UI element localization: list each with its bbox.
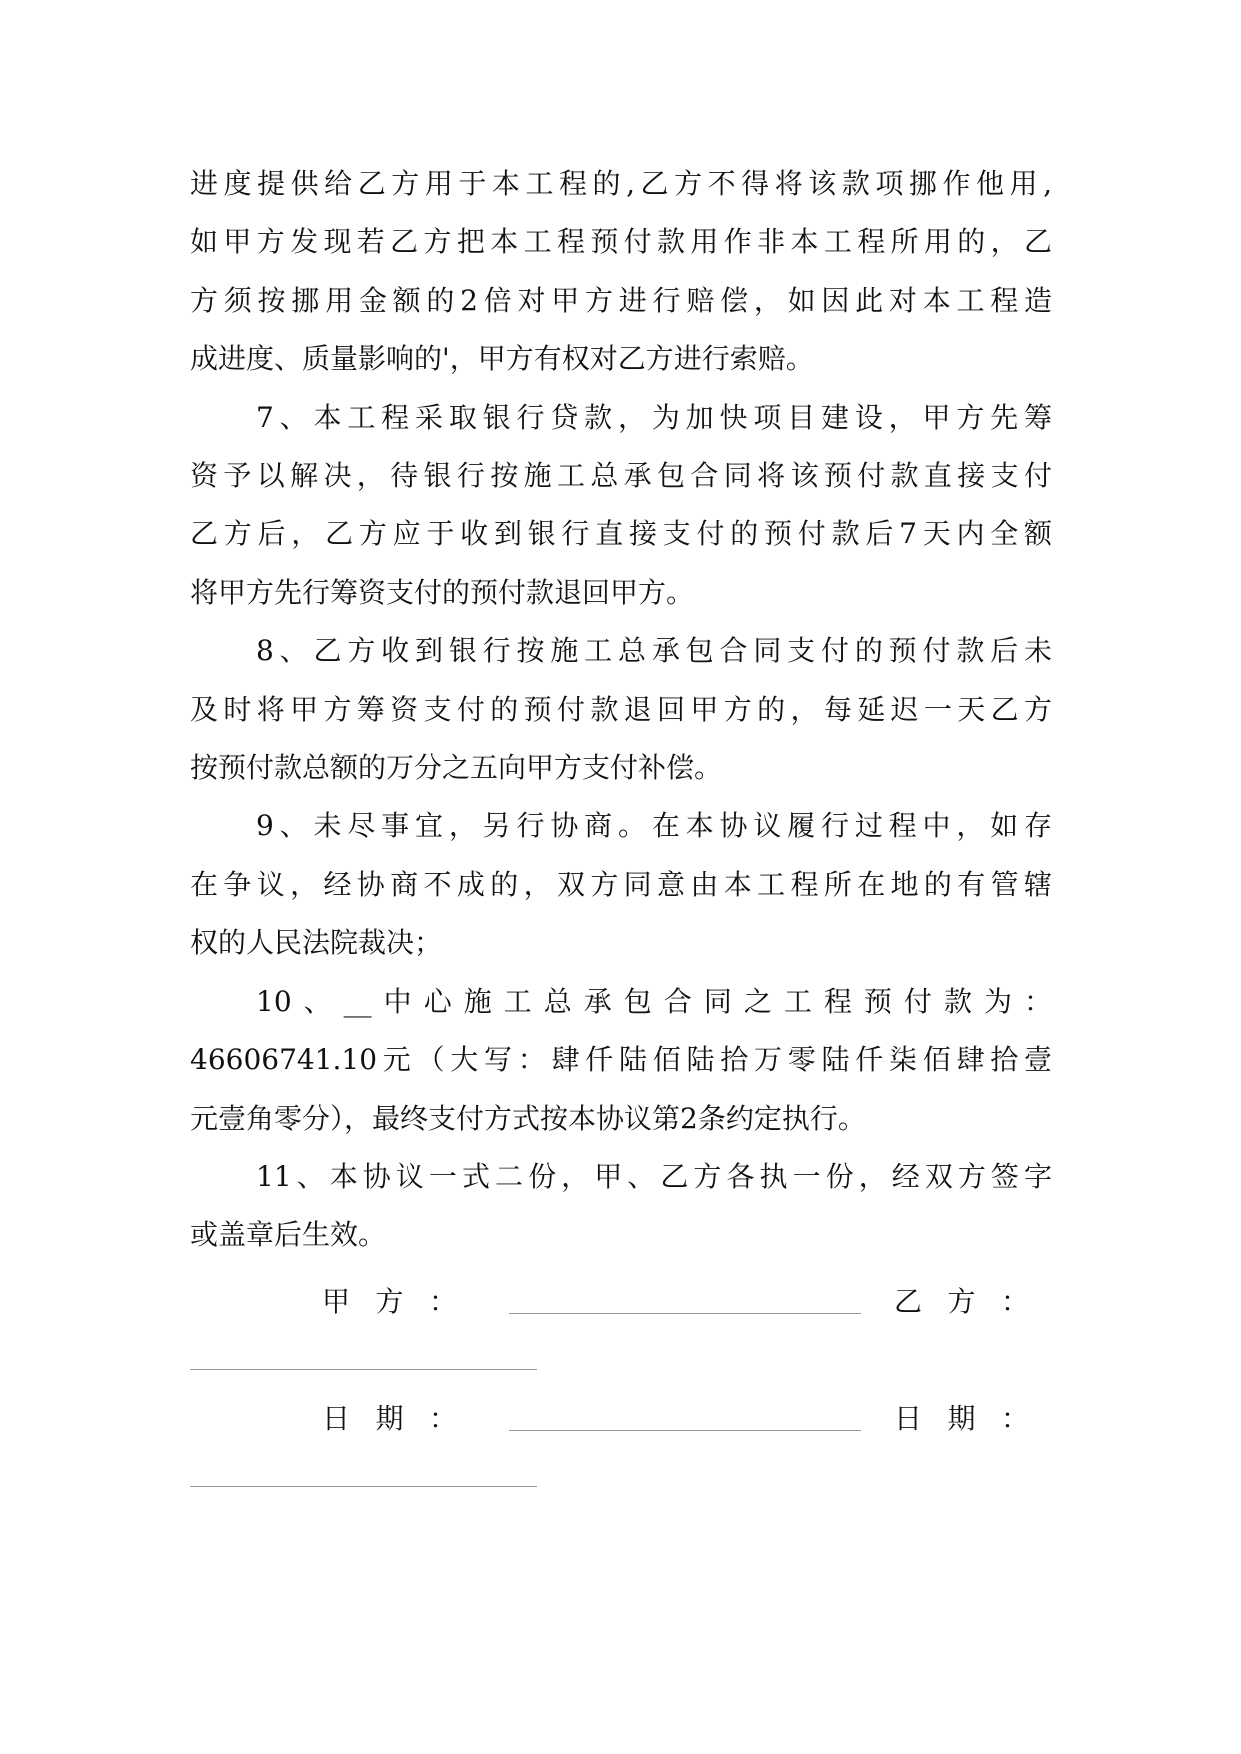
party-a-signature-line xyxy=(509,1313,861,1314)
label-char: ： xyxy=(1000,1401,1029,1435)
party-b-signature-row xyxy=(190,1331,1052,1389)
paragraph-line: 7、本工程采取银行贷款，为加快项目建设，甲方先筹 xyxy=(256,400,1052,434)
date-b-row xyxy=(190,1448,1052,1506)
label-char: 日 xyxy=(322,1401,351,1435)
date-a-label xyxy=(322,1390,457,1448)
paragraph-line: 46606741.10元（大写：肆仟陆佰陆拾万零陆仟柒佰肆拾壹 xyxy=(190,1043,1052,1077)
party-signature-row xyxy=(190,1273,1052,1331)
label-char: 期 xyxy=(375,1401,404,1435)
date-b-line xyxy=(190,1486,537,1487)
paragraph-line: 11、本协议一式二份，甲、乙方各执一份，经双方签字 xyxy=(256,1159,1052,1193)
paragraph-line: 及时将甲方筹资支付的预付款退回甲方的，每延迟一天乙方 xyxy=(190,692,1052,726)
date-row xyxy=(190,1390,1052,1448)
label-char: 乙 xyxy=(894,1284,923,1318)
signature-block xyxy=(190,1265,1052,1507)
date-a-line xyxy=(509,1430,861,1431)
party-b-signature-line xyxy=(190,1369,537,1370)
paragraph-line: 元壹角零分），最终支付方式按本协议第2条约定执行。 xyxy=(190,1101,866,1135)
label-char: ： xyxy=(428,1401,457,1435)
paragraph-line: 8、乙方收到银行按施工总承包合同支付的预付款后未 xyxy=(256,634,1052,668)
paragraph-line: 权的人民法院裁决； xyxy=(190,926,443,960)
label-char: 方 xyxy=(375,1284,404,1318)
paragraph-line: 10、__中心施工总承包合同之工程预付款为： xyxy=(256,984,1052,1018)
paragraph-line: 进度提供给乙方用于本工程的,乙方不得将该款项挪作他用, xyxy=(190,167,1052,200)
label-char: 日 xyxy=(894,1401,923,1435)
label-char: 期 xyxy=(947,1401,976,1435)
label-char: ： xyxy=(1000,1284,1029,1318)
paragraph-line: 成进度、质量影响的'，甲方有权对乙方进行索赔。 xyxy=(190,342,814,376)
paragraph-line: 在争议，经协商不成的，双方同意由本工程所在地的有管辖 xyxy=(190,867,1052,901)
paragraph-line: 如甲方发现若乙方把本工程预付款用作非本工程所用的，乙 xyxy=(190,225,1052,259)
label-char: ： xyxy=(428,1284,457,1318)
label-char: 甲 xyxy=(322,1284,351,1318)
paragraph-line: 9、未尽事宜，另行协商。在本协议履行过程中，如存 xyxy=(256,809,1052,843)
paragraph-line: 方须按挪用金额的2倍对甲方进行赔偿，如因此对本工程造 xyxy=(190,283,1052,317)
paragraph-line: 将甲方先行筹资支付的预付款退回甲方。 xyxy=(190,575,695,609)
label-char: 方 xyxy=(947,1284,976,1318)
paragraph-line: 按预付款总额的万分之五向甲方支付补偿。 xyxy=(190,751,723,785)
party-b-label xyxy=(894,1273,1029,1331)
agreement-body xyxy=(190,0,1052,1265)
paragraph-line: 乙方后，乙方应于收到银行直接支付的预付款后7天内全额 xyxy=(190,517,1052,551)
date-b-label xyxy=(894,1390,1029,1448)
paragraph-line: 资予以解决，待银行按施工总承包合同将该预付款直接支付 xyxy=(190,459,1052,493)
party-a-label xyxy=(322,1273,457,1331)
paragraph-line: 或盖章后生效。 xyxy=(190,1218,387,1252)
